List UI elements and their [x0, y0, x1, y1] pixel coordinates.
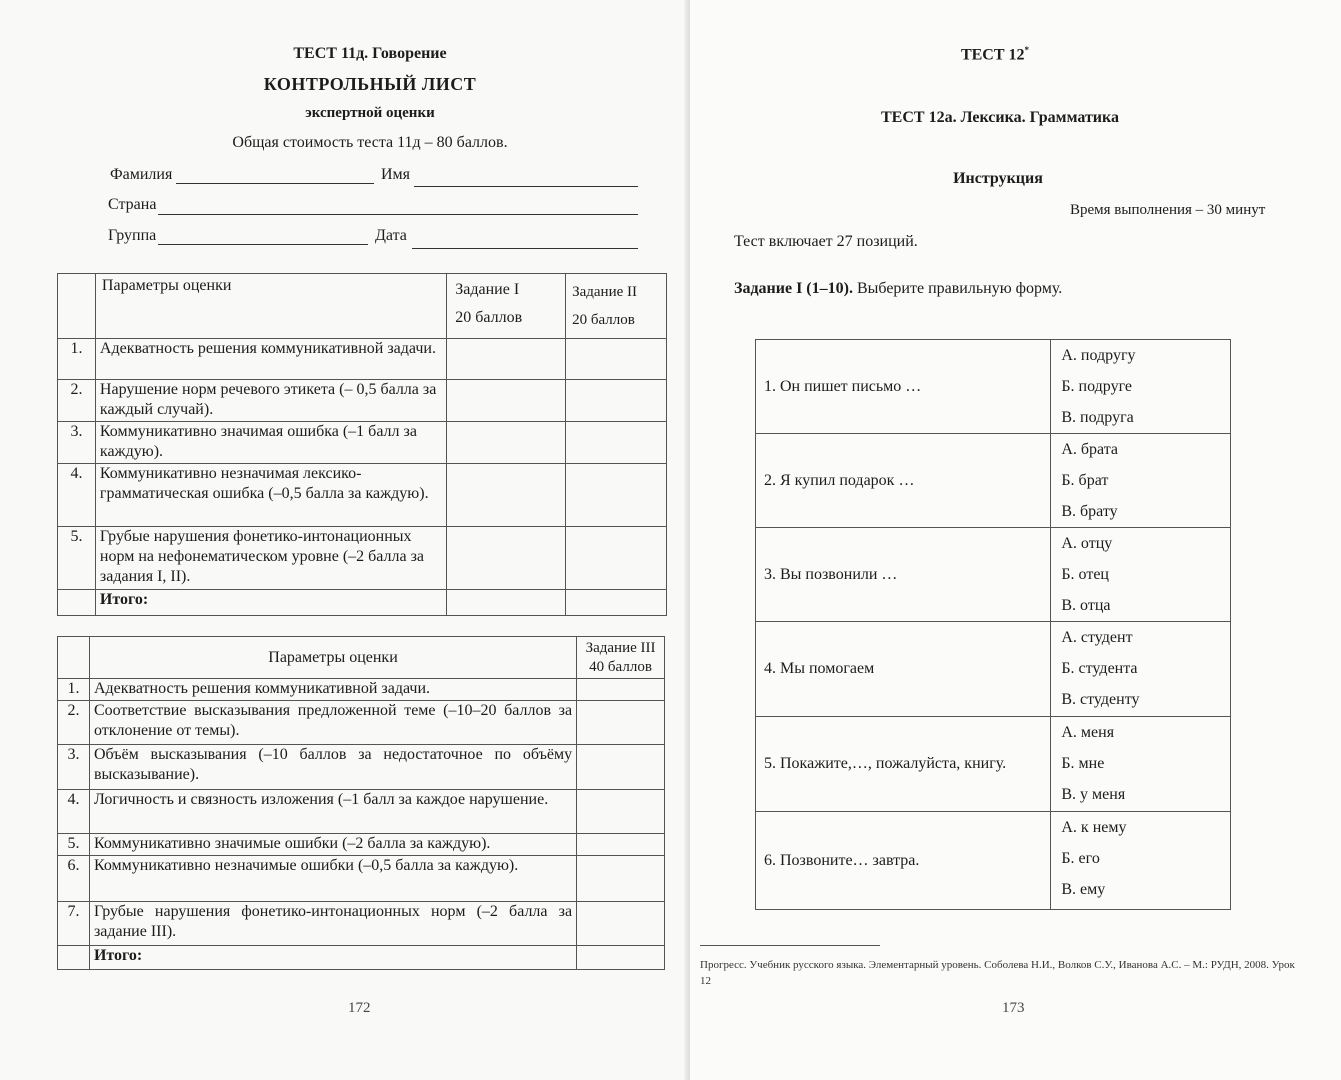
subtest-title: ТЕСТ 12а. Лексика. Грамматика [881, 109, 1119, 126]
table-row [58, 464, 667, 527]
test-title: ТЕСТ 12* [960, 45, 1030, 64]
table-row [58, 527, 667, 590]
task1-header: Задание I [455, 281, 520, 298]
group-line [158, 244, 368, 245]
row-text: Коммуникативно незначимые ошибки (–0,5 балла за каждую). [89, 856, 576, 902]
time-limit: Время выполнения – 30 минут [1070, 202, 1266, 218]
footnote-separator [700, 945, 880, 946]
table-row [58, 745, 665, 790]
name-line [414, 186, 638, 187]
row-num: 5. [58, 527, 96, 590]
table-row [58, 790, 665, 834]
row-text: Коммуникативно значимые ошибки (–2 балла за каждую). [89, 834, 576, 856]
sheet-title: КОНТРОЛЬНЫЙ ЛИСТ [263, 74, 477, 94]
answer-option: А. подругу [1061, 347, 1136, 364]
table-row [58, 902, 665, 946]
question-row [756, 434, 1231, 528]
name-label: Имя [381, 166, 411, 183]
table-header [58, 637, 665, 679]
total-row [58, 590, 667, 616]
answer-option: Б. подруге [1061, 378, 1133, 395]
row-text: Коммуникативно незначимая лексико-грамматическая ошибка (–0,5 балла за каждую). [95, 464, 446, 527]
table-row [58, 380, 667, 422]
row-text: Адекватность решения коммуникативной задачи. [89, 679, 576, 701]
param-header: Параметры оценки [95, 274, 446, 339]
task-instruction [734, 280, 1062, 298]
row-text: Грубые нарушения фонетико-интонационных норм на нефонематическом уровне (–2 балла за задания I, II). [95, 527, 446, 590]
row-num: 4. [58, 464, 96, 527]
question-row [756, 340, 1231, 434]
row-text: Грубые нарушения фонетико-интонационных норм (–2 балла за задание III). [89, 902, 576, 946]
row-text: Адекватность решения коммуникативной задачи. [95, 339, 446, 380]
row-text: Логичность и связность изложения (–1 балл за каждое нарушение. [89, 790, 576, 834]
total-cost: Общая стоимость теста 11д – 80 баллов. [232, 134, 508, 151]
row-num: 1. [58, 679, 90, 701]
task-text: Выберите правильную форму. [852, 280, 1063, 297]
questions-table [755, 339, 1231, 910]
evaluation-table-1 [57, 273, 667, 616]
answer-option: В. студенту [1061, 691, 1140, 708]
answer-option: Б. брат [1061, 472, 1109, 489]
row-num: 6. [58, 856, 90, 902]
task3-points: 40 баллов [589, 659, 652, 675]
date-label: Дата [375, 227, 407, 244]
question-text: 6. Позвоните… завтра. [756, 812, 1051, 910]
task2-points: 20 баллов [572, 312, 635, 328]
row-num: 1. [58, 339, 96, 380]
surname-line [176, 183, 374, 184]
page-number: 173 [1002, 1000, 1025, 1016]
sheet-subtitle: экспертной оценки [305, 105, 435, 121]
answer-option: Б. его [1061, 850, 1100, 867]
answer-option: А. отцу [1061, 535, 1113, 552]
question-row [756, 812, 1231, 910]
question-row [756, 528, 1231, 622]
task-number: Задание I (1–10). [734, 280, 853, 297]
table-row [58, 701, 665, 745]
country-line [158, 214, 638, 215]
table-row [58, 339, 667, 380]
row-num: 7. [58, 902, 90, 946]
row-num: 2. [58, 380, 96, 422]
instruction-title: Инструкция [953, 170, 1043, 187]
answer-option: В. подруга [1061, 409, 1134, 426]
total-label: Итого: [89, 946, 576, 970]
row-num: 4. [58, 790, 90, 834]
row-text: Объём высказывания (–10 баллов за недостаточное по объёму высказывание). [89, 745, 576, 790]
answer-option: А. брата [1061, 441, 1119, 458]
footnote-mark: * [1024, 45, 1030, 55]
row-num: 3. [58, 745, 90, 790]
row-text: Соответствие высказывания предложенной теме (–10–20 баллов за отклонение от темы). [89, 701, 576, 745]
answer-option: В. брату [1061, 503, 1118, 520]
page-number: 172 [348, 1000, 371, 1016]
question-text: 1. Он пишет письмо … [756, 340, 1051, 434]
group-label: Группа [108, 227, 157, 244]
footnote: Прогресс. Учебник русского языка. Элементарный уровень. Соболева Н.И., Волков С.У., Иванова А.С. – М.: РУДН, 2008. Урок 12 [700, 959, 1295, 987]
answer-option: Б. отец [1061, 566, 1109, 583]
answer-option: А. к нему [1061, 819, 1127, 836]
answer-option: А. студент [1061, 629, 1133, 646]
row-num: 3. [58, 422, 96, 464]
question-row [756, 717, 1231, 812]
total-label: Итого: [95, 590, 446, 616]
answer-option: Б. мне [1061, 755, 1105, 772]
right-page [690, 0, 1341, 1080]
date-line [412, 248, 638, 249]
param-header: Параметры оценки [89, 637, 576, 679]
question-text: 2. Я купил подарок … [756, 434, 1051, 528]
table-row [58, 856, 665, 902]
task1-points: 20 баллов [455, 309, 523, 326]
table-header [58, 274, 667, 339]
answer-option: А. меня [1061, 724, 1115, 741]
task2-header: Задание II [572, 284, 638, 300]
row-num: 5. [58, 834, 90, 856]
table-row [58, 834, 665, 856]
country-label: Страна [108, 196, 157, 213]
task3-header: Задание III [585, 640, 656, 656]
table-row [58, 422, 667, 464]
table-row [58, 679, 665, 701]
surname-label: Фамилия [110, 166, 173, 183]
answer-option: В. у меня [1061, 786, 1126, 803]
test-title: ТЕСТ 11д. Говорение [293, 45, 447, 62]
total-row [58, 946, 665, 970]
question-text: 4. Мы помогаем [756, 622, 1051, 717]
evaluation-table-2 [57, 636, 665, 970]
answer-option: В. отца [1061, 597, 1111, 614]
row-text: Нарушение норм речевого этикета (– 0,5 балла за каждый случай). [95, 380, 446, 422]
row-text: Коммуникативно значимая ошибка (–1 балл за каждую). [95, 422, 446, 464]
positions-count: Тест включает 27 позиций. [734, 233, 918, 250]
question-text: 3. Вы позвонили … [756, 528, 1051, 622]
row-num: 2. [58, 701, 90, 745]
question-row [756, 622, 1231, 717]
question-text: 5. Покажите,…, пожалуйста, книгу. [756, 717, 1051, 812]
answer-option: В. ему [1061, 881, 1106, 898]
answer-option: Б. студента [1061, 660, 1138, 677]
